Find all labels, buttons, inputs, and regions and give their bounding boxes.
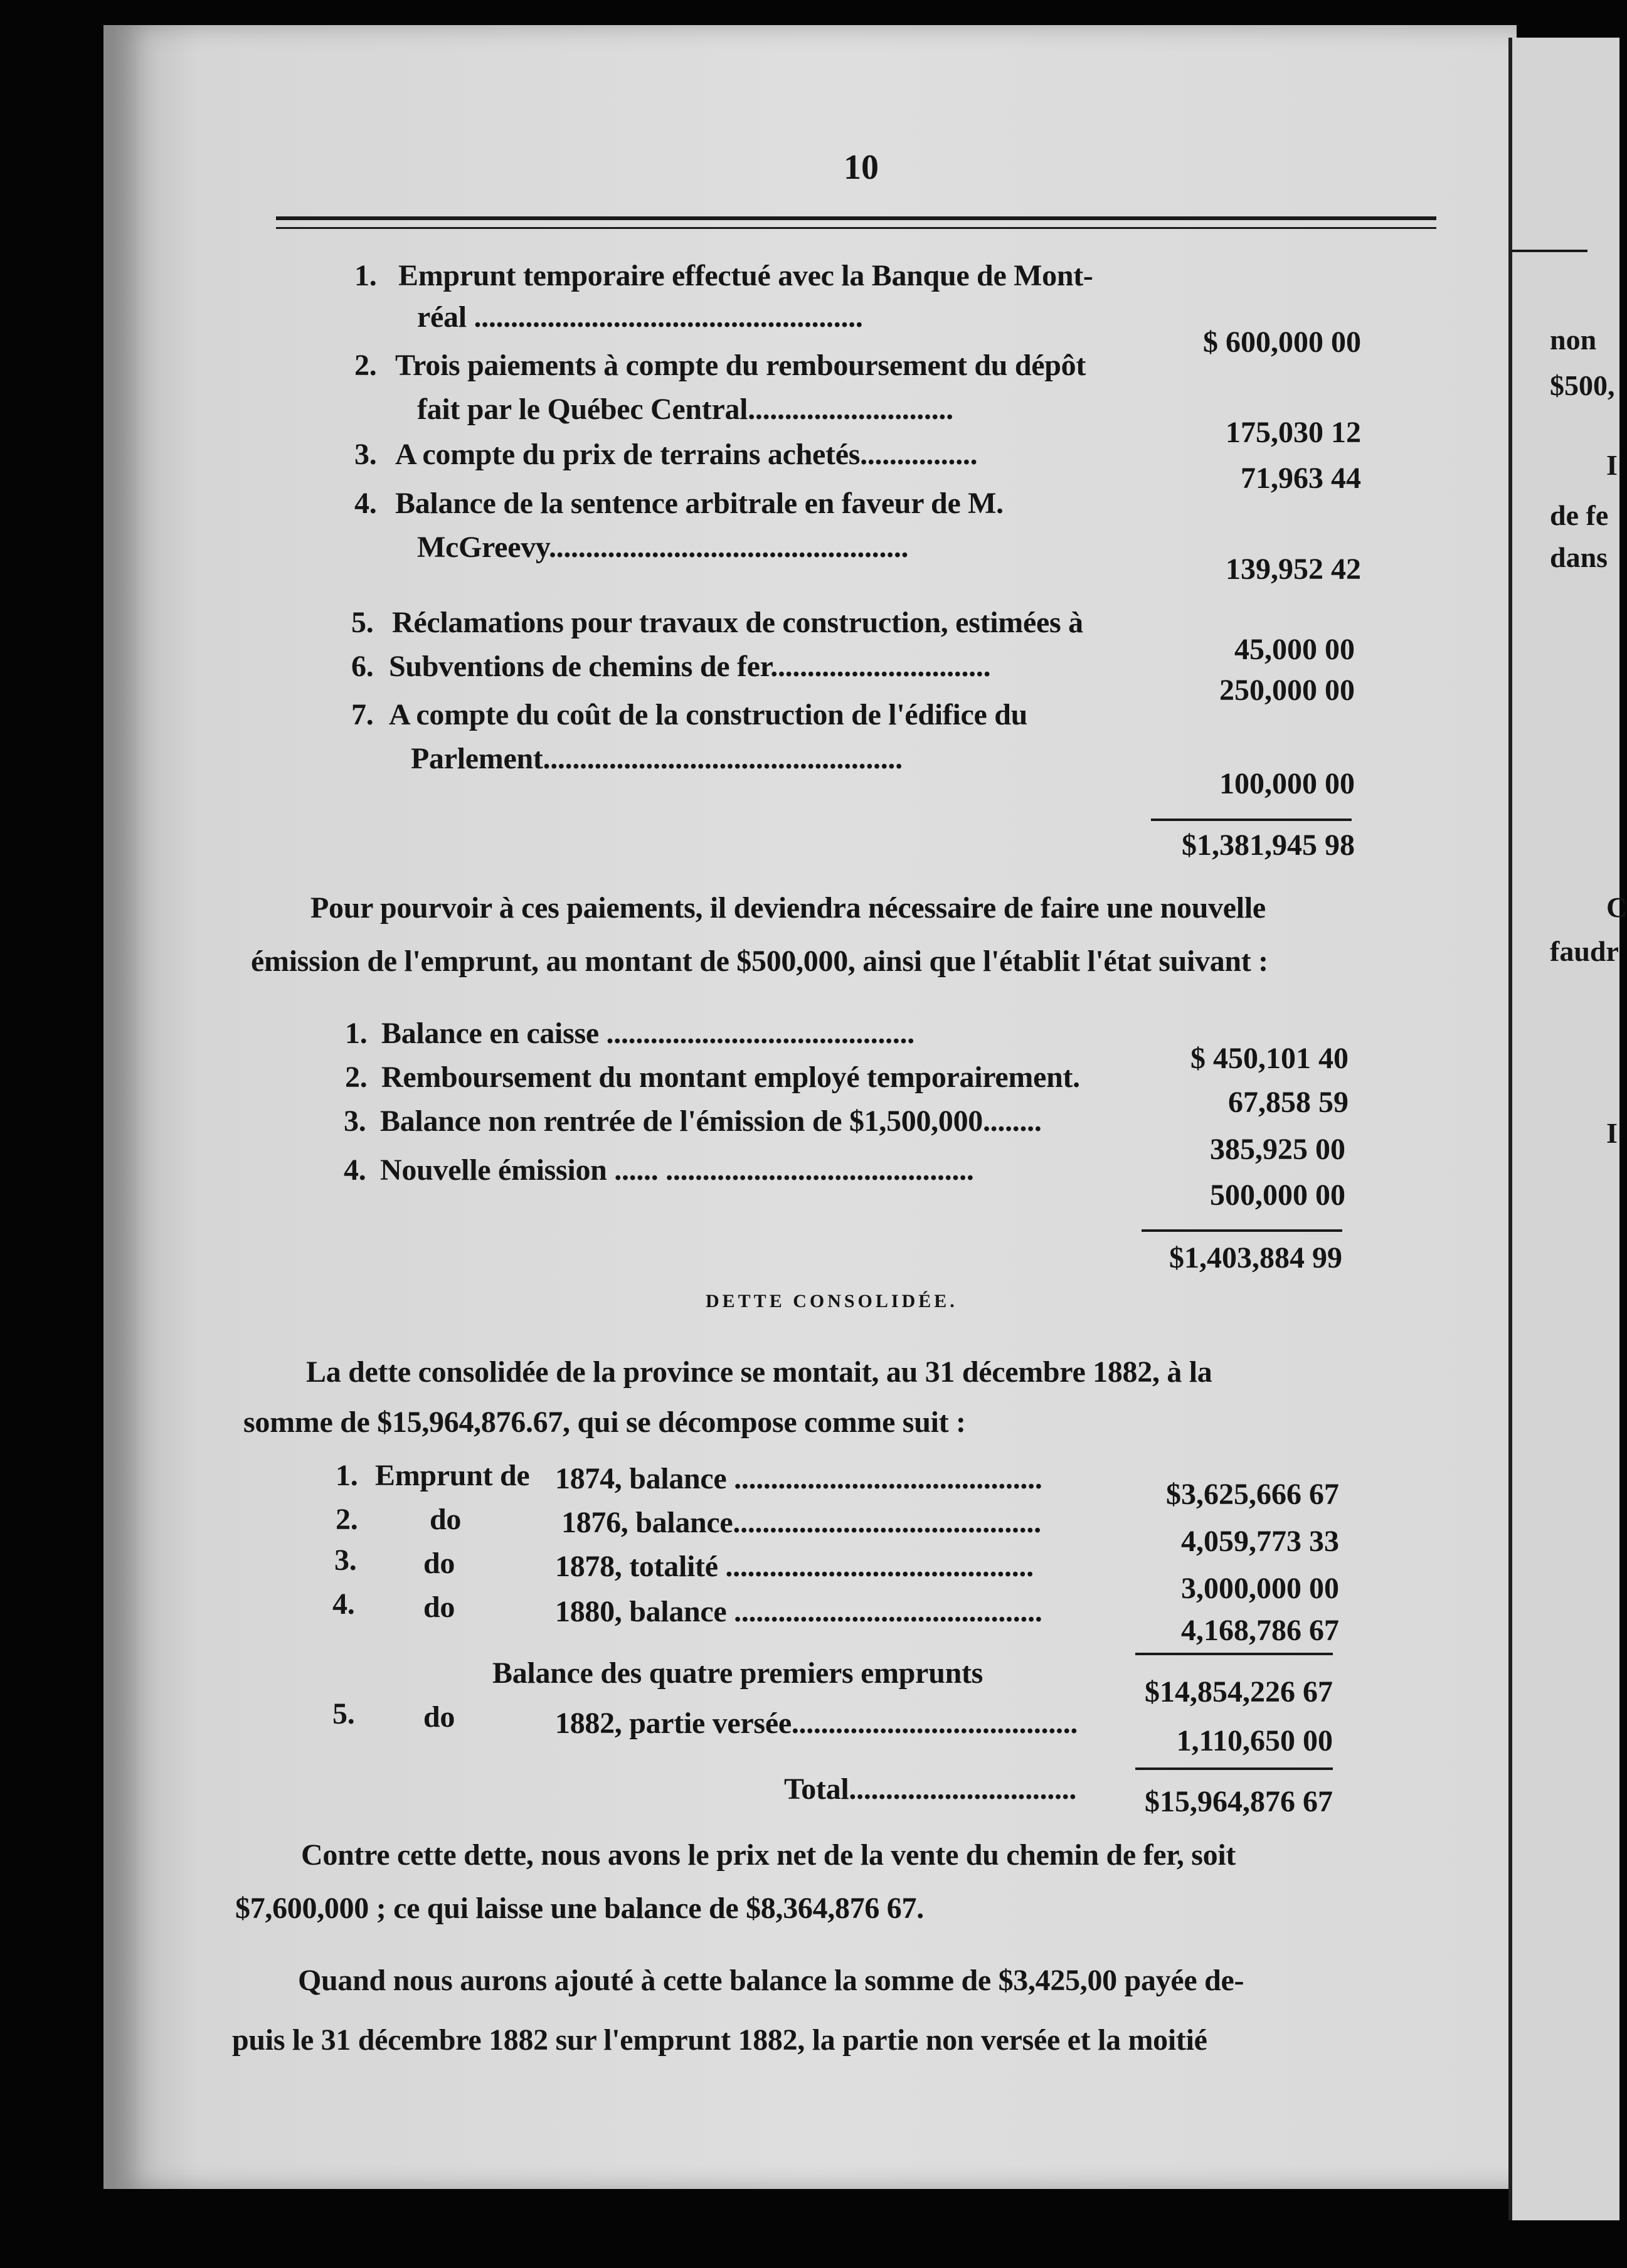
list3-item5-col1: do [423,1700,455,1734]
right-fragment-8: I [1606,1117,1618,1149]
para3-line2: $7,600,000 ; ce qui laisse une balance de $8,364,876 67. [235,1892,924,1925]
para4-line2: puis le 31 décembre 1882 sur l'emprunt 1882, la partie non versée et la moitié [232,2023,1207,2057]
list3-item2-num: 2. [336,1503,358,1536]
right-fragment-5: dans [1550,541,1608,573]
top-rule-thick [276,216,1436,220]
right-fragment-6: C [1606,891,1627,923]
list3-item3-col2: 1878, totalité .......................................... [555,1550,1034,1583]
list1-item3-line1: A compte du prix de terrains achetés................ [395,438,978,471]
list1-item3-num: 3. [354,438,377,471]
list1-item4-line2: McGreevy................................................. [417,531,909,564]
list2-item3-amount: 385,925 00 [1210,1133,1345,1166]
list3-item3-col1: do [423,1547,455,1580]
list3-item2-col2: 1876, balance.......................................... [561,1506,1041,1539]
list1-item3-amount: 71,963 44 [1241,462,1361,495]
list1-item7-line2: Parlement................................................. [411,742,903,775]
list3-item1-amount: $3,625,666 67 [1166,1478,1339,1511]
right-fragment-4: de fe [1550,499,1609,531]
list3-item4-amount: 4,168,786 67 [1181,1614,1339,1647]
list2-item3-num: 3. [344,1105,366,1138]
list1-item4-line1: Balance de la sentence arbitrale en faveur de M. [395,487,1004,520]
list1-item1-amount: $ 600,000 00 [1203,326,1361,359]
list3-item4-col1: do [423,1591,455,1624]
list3-total-line [1135,1767,1333,1770]
para2-line1: La dette consolidée de la province se montait, au 31 décembre 1882, à la [306,1355,1212,1389]
list1-item2-amount: 175,030 12 [1226,416,1361,449]
list2-item1-label: Balance en caisse .......................................... [381,1017,914,1050]
list1-total: $1,381,945 98 [1182,829,1355,862]
list2-item4-amount: 500,000 00 [1210,1179,1345,1212]
right-fragment-7: faudr [1550,935,1619,967]
list3-item3-amount: 3,000,000 00 [1181,1572,1339,1605]
list1-item4-num: 4. [354,487,377,520]
list3-subtotal: $14,854,226 67 [1145,1675,1333,1709]
list1-item5-num: 5. [351,606,374,639]
right-fragment-3: I [1606,449,1618,481]
list2-item1-amount: $ 450,101 40 [1190,1042,1349,1075]
list1-item5-amount: 45,000 00 [1234,633,1355,666]
list1-sum-line [1151,819,1352,821]
right-fragment-2: $500, [1550,369,1615,401]
list3-item1-col1: Emprunt de [375,1459,530,1492]
list3-item1-col2: 1874, balance .......................................... [555,1462,1042,1495]
list3-item5-amount: 1,110,650 00 [1176,1724,1333,1757]
list1-item7-num: 7. [351,698,374,731]
para2-line2: somme de $15,964,876.67, qui se décompose comme suit : [243,1406,966,1439]
top-rule-thin [276,227,1436,229]
list1-item1-line2: réal ..................................................... [417,300,863,334]
para4-line1: Quand nous aurons ajouté à cette balance la somme de $3,425,00 payée de- [298,1964,1244,1997]
right-fragment-1: non [1550,324,1597,356]
page-number: 10 [844,148,879,187]
list1-item1-num: 1. [354,259,377,292]
list1-item7-line1: A compte du coût de la construction de l'édifice du [389,698,1028,731]
list2-item2-label: Remboursement du montant employé temporairement. [381,1061,1080,1094]
list1-item2-num: 2. [354,349,377,382]
list1-item2-line1: Trois paiements à compte du remboursement du dépôt [395,349,1086,382]
para3-line1: Contre cette dette, nous avons le prix net de la vente du chemin de fer, soit [301,1838,1236,1872]
section-heading: DETTE CONSOLIDÉE. [706,1291,958,1312]
list2-sum-line [1142,1229,1342,1232]
list2-item3-label: Balance non rentrée de l'émission de $1,500,000........ [380,1105,1042,1138]
list1-item6-amount: 250,000 00 [1219,674,1355,707]
list3-item2-amount: 4,059,773 33 [1181,1525,1339,1558]
list3-item3-num: 3. [334,1544,357,1577]
para1-line1: Pour pourvoir à ces paiements, il deviendra nécessaire de faire une nouvelle [310,891,1266,925]
list3-subtotal-label: Balance des quatre premiers emprunts [492,1656,983,1690]
list3-subtotal-line [1135,1653,1333,1655]
list1-item4-amount: 139,952 42 [1226,553,1361,586]
list3-item4-col2: 1880, balance .......................................... [555,1595,1042,1628]
list3-total-label: Total............................... [784,1773,1077,1806]
list1-item7-amount: 100,000 00 [1219,767,1355,800]
list2-item2-amount: 67,858 59 [1228,1086,1349,1119]
list1-item2-line2: fait par le Québec Central............................ [417,393,953,426]
list1-item6-num: 6. [351,650,374,683]
list3-item4-num: 4. [332,1587,355,1621]
list1-item1-line1: Emprunt temporaire effectué avec la Banque de Mont- [398,259,1093,292]
page-right-edge [1508,38,1627,2220]
right-rule [1512,250,1587,252]
list3-item5-col2: 1882, partie versée....................................... [555,1707,1078,1740]
list1-item5-line1: Réclamations pour travaux de construction, estimées à [392,606,1083,639]
list3-item2-col1: do [430,1503,462,1536]
list2-item4-num: 4. [344,1153,366,1187]
list2-item1-num: 1. [345,1017,368,1050]
list1-item6-line1: Subventions de chemins de fer.............................. [389,650,991,683]
list3-item5-num: 5. [332,1697,355,1730]
list3-total: $15,964,876 67 [1145,1785,1333,1818]
list2-item2-num: 2. [345,1061,368,1094]
para1-line2: émission de l'emprunt, au montant de $500,000, ainsi que l'établit l'état suivant : [251,945,1268,978]
list2-item4-label: Nouvelle émission ...... .......................................... [380,1153,974,1187]
list2-total: $1,403,884 99 [1169,1241,1342,1274]
list3-item1-num: 1. [336,1459,358,1492]
